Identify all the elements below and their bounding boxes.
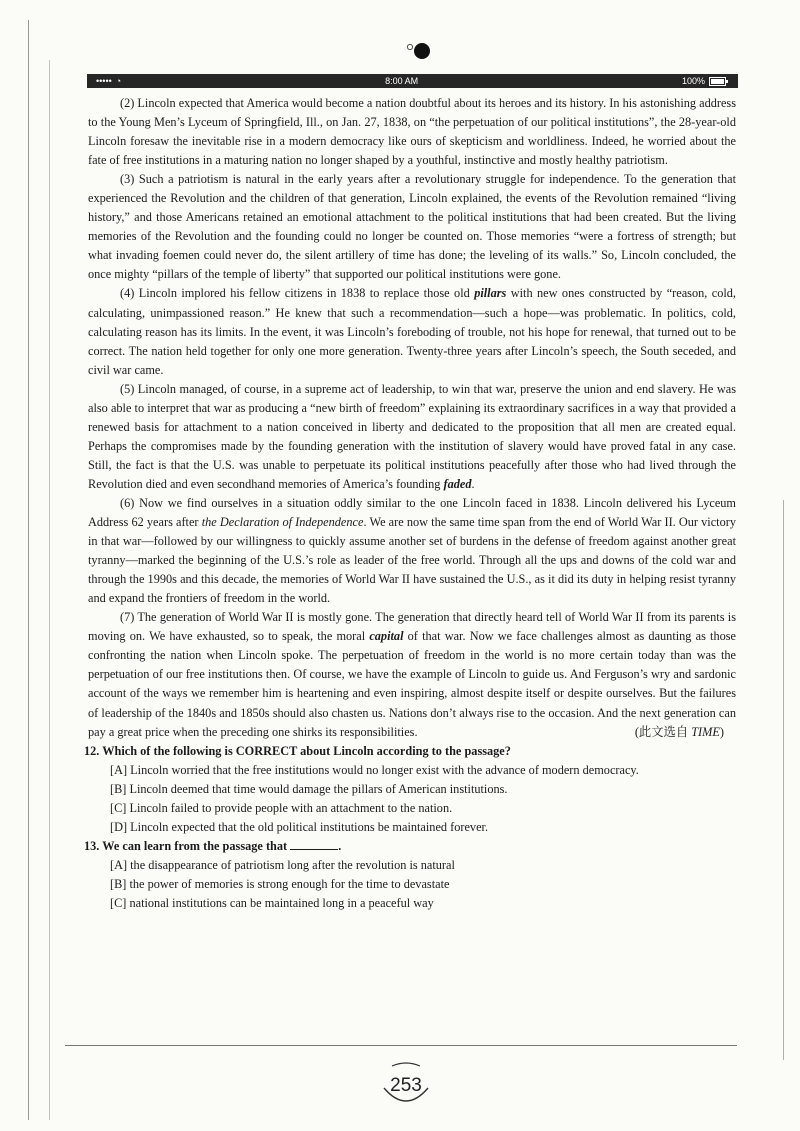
battery-icon [709,77,729,86]
paragraph-7-text-end: of that war. Now we face challenges almost as daunting as those confronting the nation when Lincoln spoke. The perpetuation of freedom in the world is no more certain today than was the perpetuation of our free institutions then. Of course, we have the example of Lincoln to guide us. And Ferguson’s wry and sardonic account of the ways we remember him is heartening and even inspiring, almost despite itself or despite ourselves. But the failures of leadership of the 1840s and 1850s should also chasten us. Nations don’t always rise to the occasion. And the next generation can pay a great price when the preceding one shirks its responsibilities. [88,629,737,739]
paragraph-5 [88,380,736,494]
paragraph-4-text: (4) Lincoln implored his fellow citizens in 1838 to replace those old [119,286,475,301]
source-prefix: (此文选自 [634,724,692,739]
paragraph-5-text: (5) Lincoln managed, of course, in a supreme act of leadership, to win that war, preserve the union and end slavery. He was also able to interpret that war as producing a “new birth of freedom” explaining its extraordinary sacrifices in a way that provided a renewed basis for attachment to a nation conceived in liberty and dedicated to the proposition that all men are created equal. Perhaps the compromises made by the founding generation with the institution of slavery would have proved fatal in any case. Still, the fact is that the U.S. was unable to perpetuate its political institutions peacefully after those who had lived through the Revolution died and even secondhand memories of America’s founding [88,381,736,491]
paragraph-7-text: (7) The generation of World War II is mostly gone. The generation that directly heard tell of World War II from its parents is moving on. We have exhausted, so to speak, the moral [88,610,736,644]
paragraph-3 [88,170,736,284]
paragraph-4-text-end: with new ones constructed by “reason, cold, calculating, unimpassioned reason.” He knew that such a recommendation—such a hope—was problematic. In politics, cold, calculating reason has its limits. In the event, it was Lincoln’s foreboding of trouble, not his hope for renewal, that turned out to be correct. The nation held together for only one more generation. Twenty-three years after Lincoln’s speech, the South seceded, and civil war came. [88,286,736,377]
paragraph-4 [88,284,736,379]
question-stem-text: We can learn from the passage that [102,838,288,853]
paragraph-6-text: (6) Now we find ourselves in a situation oddly similar to the one Lincoln faced in 1838. Lincoln delivered his Lyceum Address 62 years after [88,495,736,530]
camera-notch-icon [405,40,431,62]
status-right [682,76,729,86]
keyword-pillars: pillars [474,286,507,301]
paragraph-6 [88,494,736,608]
paragraph-2 [88,94,736,170]
wifi-icon: ◔ [115,76,122,86]
question-13-stem [84,837,736,856]
page-number: 253 [390,1075,422,1096]
status-time: 8:00 AM [385,76,419,86]
status-left [96,76,121,86]
scan-margin-line [783,500,784,1060]
paragraph-3-text: (3) Such a patriotism is natural in the early years after a revolutionary struggle for independence. To the generation that experienced the Revolution and the children of that generation, Lincoln explained, the events of the Revolution remained “living history,” and those Americans retained an emotional attachment to the political institutions that had been created. But the living memories of the Revolution and the founding could no longer be counted on. Those memories “were a fortress of strength; but what invading foemen could never do, the silent artillery of time has done; the leveling of its walls.” So, Lincoln concluded, the once mighty “pillars of the temple of liberty” that supported our political institutions were gone. [88,172,736,282]
paragraph-6-text-end: . We are now the same time span from the end of World War II. Our victory in that war—followed by our willingness to quickly assume another set of burdens in the defense of freedom against another great tyranny—marked the beginning of the U.S.’s role as leader of the free world. Through all the ups and downs of the cold war and through the 1990s and this decade, the memories of World War II have sustained the U.S., as it did its duty in helping resist tyranny and expand the frontiers of freedom in the world. [88,515,736,606]
question-12-option-d[interactable]: [D] Lincoln expected that the old political institutions be maintained forever. [110,819,489,834]
question-12-option-a[interactable]: [A] Lincoln worried that the free institutions would no longer exist with the advance of modern democracy. [110,762,639,777]
battery-percent: 100% [681,76,705,86]
question-stem-end: . [338,838,342,853]
answer-blank [290,837,338,850]
source-name: TIME [691,724,720,739]
source-suffix: ) [719,724,724,739]
scan-margin-line [49,60,50,1120]
keyword-faded: faded [443,476,472,491]
question-12-stem [84,742,736,761]
question-13-option-a[interactable]: [A] the disappearance of patriotism long after the revolution is natural [110,857,455,872]
source-citation [603,723,724,742]
bottom-rule [65,1045,737,1046]
question-number: 12. [84,743,100,758]
scan-margin-line [28,20,29,1120]
question-12-option-c[interactable]: [C] Lincoln failed to provide people with an attachment to the nation. [110,800,453,815]
paragraph-2-text: (2) Lincoln expected that America would become a nation doubtful about its heroes and its history. In his astonishing address to the Young Men’s Lyceum of Springfield, Ill., on Jan. 27, 1838, on “the perpetuation of our political institutions”, the 28-year-old Lincoln foresaw the inevitable rise in a modern democracy like ours of skepticism and worldliness. Indeed, he worried about the fate of free institutions in a maturing nation no longer shaped by a youthful, instinctive and mostly healthy patriotism. [88,96,736,168]
reading-content [84,94,737,913]
status-bar [87,74,738,88]
question-13-option-c[interactable]: [C] national institutions can be maintained long in a peaceful way [110,895,434,910]
paragraph-7 [88,608,736,741]
title-declaration: the Declaration of Independence [201,515,364,530]
keyword-capital: capital [369,629,404,644]
question-stem-text: Which of the following is CORRECT about Lincoln according to the passage? [102,743,511,758]
question-12-option-b[interactable]: [B] Lincoln deemed that time would damage the pillars of American institutions. [110,781,508,796]
question-13-option-b[interactable]: [B] the power of memories is strong enough for the time to devastate [110,876,450,891]
question-number: 13. [84,838,100,853]
signal-strength-icon: ••••• [96,76,112,86]
paragraph-5-text-end: . [471,476,475,491]
